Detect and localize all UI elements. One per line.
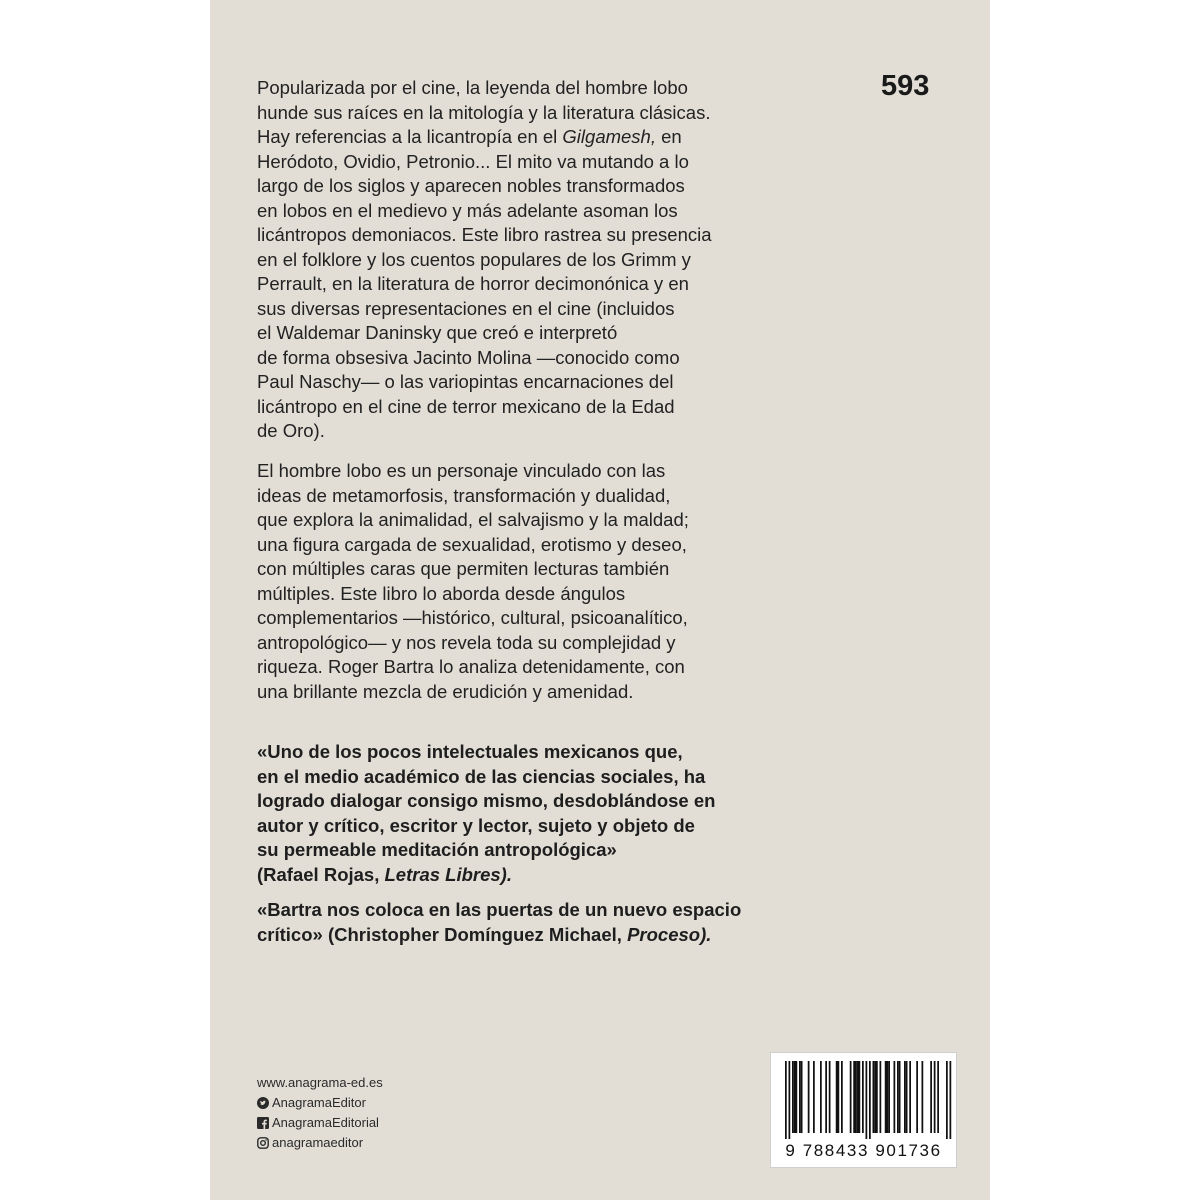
barcode-bar [855, 1061, 857, 1133]
text-line: Paul Naschy— o las variopintas encarnaciones del [257, 371, 674, 392]
barcode-bar [796, 1061, 798, 1133]
barcode-bar [801, 1061, 803, 1133]
barcode-bar [937, 1061, 939, 1133]
text-line: Perrault, en la literatura de horror decimonónica y en [257, 273, 689, 294]
website-link[interactable] [257, 1073, 383, 1093]
quote-line: logrado dialogar consigo mismo, desdoblándose en [257, 790, 716, 811]
text-line: Popularizada por el cine, la leyenda del hombre lobo [257, 77, 688, 98]
text-line: licántropos demoniacos. Este libro rastrea su presencia [257, 224, 712, 245]
quote-fragment: crítico» (Christopher Domínguez Michael, [257, 923, 628, 945]
barcode-bar [909, 1061, 911, 1133]
attribution-source: Letras Libres). [384, 863, 512, 885]
isbn-barcode [770, 1052, 957, 1168]
barcode-bar [930, 1061, 932, 1133]
barcode-bar [876, 1061, 878, 1133]
barcode-bar [934, 1061, 936, 1133]
facebook-handle: AnagramaEditorial [272, 1115, 379, 1130]
barcode-bar [888, 1061, 890, 1133]
quote-line: su permeable meditación antropológica» [257, 839, 617, 860]
barcode-bar [838, 1061, 840, 1133]
text-line: ideas de metamorfosis, transformación y dualidad, [257, 484, 671, 506]
text-line: con múltiples caras que permiten lecturas también [257, 558, 670, 579]
text-line: de forma obsesiva Jacinto Molina —conocido como [257, 346, 680, 368]
attribution-source: Proceso). [627, 923, 712, 945]
synopsis-paragraph-1 [257, 76, 817, 444]
barcode-bar [894, 1061, 896, 1133]
barcode-bar [887, 1061, 889, 1133]
quote-attribution [257, 863, 817, 888]
quote-line [257, 923, 817, 948]
barcode-bar [836, 1061, 838, 1133]
barcode-bar [916, 1061, 918, 1133]
quote-line: «Bartra nos coloca en las puertas de un nuevo espacio [257, 899, 742, 920]
barcode-bar [897, 1061, 899, 1133]
website-text: www.anagrama-ed.es [257, 1075, 383, 1090]
barcode-bar [841, 1061, 843, 1133]
barcode-bar [850, 1061, 852, 1133]
facebook-link[interactable] [257, 1113, 383, 1133]
text-line: antropológico— y nos revela toda su complejidad y [257, 631, 676, 653]
text-line: riqueza. Roger Bartra lo analiza detenidamente, con [257, 656, 685, 677]
barcode-bar [899, 1061, 901, 1133]
barcode-bar [950, 1061, 952, 1139]
barcode-bar [874, 1061, 876, 1133]
barcode-bar [922, 1061, 924, 1133]
barcode-bar [813, 1061, 815, 1133]
text-line [257, 125, 817, 150]
barcode-bar [904, 1061, 906, 1133]
barcode-bars [771, 1053, 956, 1139]
barcode-bar [794, 1061, 796, 1133]
instagram-handle: anagramaeditor [272, 1135, 364, 1150]
text-line: hunde sus raíces en la mitología y la literatura clásicas. [257, 101, 711, 123]
text-fragment: en [656, 126, 682, 147]
text-line: sus diversas representaciones en el cine (incluidos [257, 297, 675, 319]
barcode-bar [789, 1061, 791, 1139]
barcode-bar [859, 1061, 861, 1133]
text-line: complementarios —histórico, cultural, psicoanalítico, [257, 607, 688, 628]
barcode-bar [792, 1061, 794, 1133]
barcode-bar [906, 1061, 908, 1133]
review-quote-1 [257, 740, 817, 887]
text-line: múltiples. Este libro lo aborda desde ángulos [257, 582, 626, 604]
synopsis-paragraph-2 [257, 459, 817, 704]
barcode-bar [946, 1061, 948, 1139]
twitter-link[interactable] [257, 1093, 383, 1113]
text-line: una brillante mezcla de erudición y amenidad. [257, 680, 634, 702]
barcode-bar [857, 1061, 859, 1133]
instagram-link[interactable] [257, 1133, 383, 1153]
barcode-bar [808, 1061, 810, 1133]
text-line: El hombre lobo es un personaje vinculado con las [257, 460, 666, 481]
facebook-icon [257, 1117, 269, 1129]
barcode-bar [820, 1061, 822, 1133]
attribution-author: (Rafael Rojas, [257, 863, 385, 885]
barcode-bar [869, 1061, 871, 1139]
barcode-bar [862, 1061, 864, 1133]
series-number: 593 [881, 70, 930, 102]
publisher-contacts [257, 1073, 383, 1153]
barcode-bar [853, 1061, 855, 1133]
twitter-icon [257, 1097, 269, 1109]
quote-line: en el medio académico de las ciencias sociales, ha [257, 765, 706, 787]
barcode-bar [825, 1061, 827, 1133]
barcode-bar [880, 1061, 882, 1133]
barcode-bar [885, 1061, 887, 1133]
text-line: en lobos en el medievo y más adelante asoman los [257, 199, 678, 221]
text-line: largo de los siglos y aparecen nobles transformados [257, 175, 685, 196]
text-line: licántropo en el cine de terror mexicano de la Edad [257, 395, 675, 417]
text-line: que explora la animalidad, el salvajismo y la maldad; [257, 509, 689, 530]
barcode-bar [829, 1061, 831, 1133]
text-fragment: Hay referencias a la licantropía en el [257, 126, 563, 147]
text-line: el Waldemar Daninsky que creó e interpretó [257, 322, 618, 343]
text-line: una figura cargada de sexualidad, erotismo y deseo, [257, 533, 687, 555]
barcode-bar [785, 1061, 787, 1139]
italic-title: Gilgamesh, [562, 126, 656, 147]
twitter-handle: AnagramaEditor [272, 1095, 366, 1110]
barcode-bar [799, 1061, 801, 1133]
quote-line: autor y crítico, escritor y lector, sujeto y objeto de [257, 814, 695, 836]
text-line: en el folklore y los cuentos populares de los Grimm y [257, 248, 691, 270]
barcode-bar [873, 1061, 875, 1133]
review-quote-2 [257, 898, 817, 947]
text-line: de Oro). [257, 420, 325, 441]
quote-line: «Uno de los pocos intelectuales mexicanos que, [257, 741, 683, 762]
isbn-digits: 9 788433 901736 [785, 1141, 942, 1160]
instagram-icon [257, 1137, 269, 1149]
text-line: Heródoto, Ovidio, Petronio... El mito va mutando a lo [257, 150, 689, 172]
barcode-bar [866, 1061, 868, 1139]
